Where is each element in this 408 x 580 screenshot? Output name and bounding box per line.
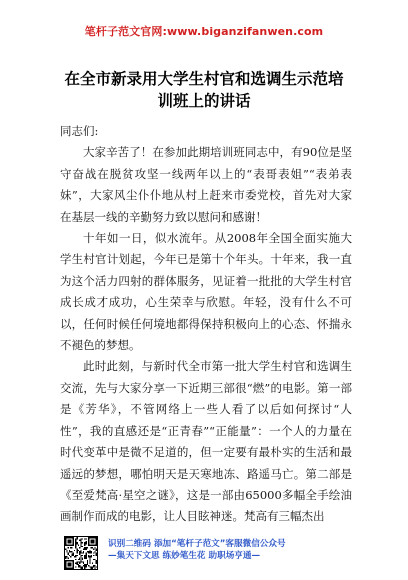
paragraph-3: 此时此刻，与新时代全市第一批大学生村官和选调生交流，先与大家分享一下近期三部很“燃”的电影。第一部是《芳华》，不管网络上一些人看了以后如何探讨“人性”，我的直感还是“正青春”“正能量”：一个人的力量在时代变革中是微不足道的，但一定要有最朴实的生活和最遥远的梦想，哪怕明天是天寒地冻、路遥马亡。第二部是《至爱梵高·星空之谜》，这是一部由65000多幅全手绘油画制作而成的电影，让人目眩神迷。梵高有三幅杰出 [60,359,352,524]
title-line-2: 训班上的讲话 [157,92,251,110]
salutation: 同志们: [60,124,99,138]
footer [64,536,354,576]
document-body [60,121,352,528]
document-title [50,68,358,112]
footer-line-2: —集天下文思 练妙笔生花 助职场亨通— [108,551,261,561]
paragraph-1: 大家辛苦了！在参加此期培训班同志中，有90位是坚守奋战在脱贫攻坚一线两年以上的“表哥表姐”“表弟表妹”，大家风尘仆仆地从村上赶来市委党校，首先对大家在基层一线的辛勤努力致以慰问和感谢！ [60,145,352,224]
site-header: 笔杆子范文官网:www.biganzifanwen.com [84,25,324,38]
paragraph-2: 十年如一日，似水流年。从2008年全国全面实施大学生村官计划起，今年已是第十个年头。十年来，我一直为这个活力四射的群体服务，见证着一批批的大学生村官成长成才成功，心生荣幸与欣慰。年轻，没有什么不可以，任何时候任何境地都得保持积极向上的心态、怀揣永不褪色的梦想。 [60,231,352,353]
title-line-1: 在全市新录用大学生村官和选调生示范培 [64,70,344,88]
footer-text [108,538,348,562]
footer-line-1: 识别二维码 添加“笔杆子范文”客服微信公众号 [108,539,286,549]
qr-code-icon [64,536,98,570]
